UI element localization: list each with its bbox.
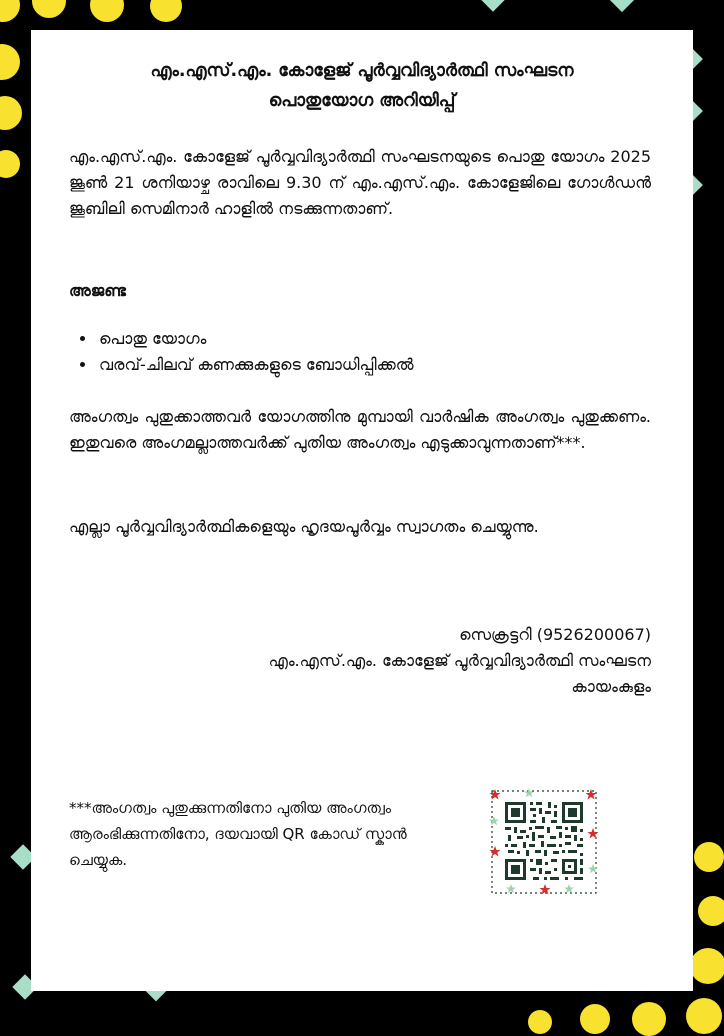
yellow-dot-decoration xyxy=(0,0,20,22)
yellow-dot-decoration xyxy=(580,1004,610,1034)
notice-card xyxy=(31,30,693,991)
yellow-dot-decoration xyxy=(690,948,724,984)
agenda-item: • പൊതു യോഗം xyxy=(97,326,414,352)
agenda-list xyxy=(69,326,414,378)
signature-place: കായംകുളം xyxy=(571,677,651,696)
signature-organization: എം.എസ്.എം. കോളേജ് പൂർവ്വവിദ്യാർത്ഥി സംഘടന xyxy=(268,651,651,670)
title-line-1: എം.എസ്.എം. കോളേജ് പൂർവ്വവിദ്യാർത്ഥി സംഘടന xyxy=(150,61,574,81)
intro-paragraph: എം.എസ്.എം. കോളേജ് പൂർവ്വവിദ്യാർത്ഥി സംഘടനയുടെ പൊതു യോഗം 2025 ജൂൺ 21 ശനിയാഴ്ച രാവിലെ 9.30 ന് എം.എസ്.എം. കോളേജിലെ ഗോൾഡൻ ജൂബിലി സെമിനാർ ഹാളിൽ നടക്കുന്നതാണ്. xyxy=(69,147,651,218)
yellow-dot-decoration xyxy=(0,150,20,178)
yellow-dot-decoration xyxy=(632,1002,666,1036)
qr-code-image xyxy=(489,788,599,896)
yellow-dot-decoration xyxy=(0,96,22,130)
mint-diamond-decoration xyxy=(608,0,636,12)
title-line-2: പൊതുയോഗ അറിയിപ്പ് xyxy=(268,91,456,111)
yellow-dot-decoration xyxy=(698,896,724,926)
yellow-dot-decoration xyxy=(0,44,20,80)
membership-paragraph: അംഗത്വം പുതുക്കാത്തവർ യോഗത്തിനു മുമ്പായി വാർഷിക അംഗത്വം പുതുക്കണം. ഇതുവരെ അംഗമല്ലാത്തവർക്ക് പുതിയ അംഗത്വം എടുക്കാവുന്നതാണ്***. xyxy=(69,407,651,452)
signature-secretary: സെക്രട്ടറി (9526200067) xyxy=(459,625,651,644)
mint-diamond-decoration xyxy=(480,0,505,12)
yellow-dot-decoration xyxy=(90,0,124,22)
welcome-paragraph: എല്ലാ പൂർവ്വവിദ്യാർത്ഥികളെയും ഹൃദയപൂർവ്വം സ്വാഗതം ചെയ്യുന്നു. xyxy=(69,517,539,536)
agenda-heading: അജണ്ട xyxy=(69,281,126,300)
yellow-dot-decoration xyxy=(686,998,722,1034)
yellow-dot-decoration xyxy=(32,0,66,18)
yellow-dot-decoration xyxy=(528,1010,552,1034)
agenda-item: • വരവ്-ചിലവ് കണക്കുകളുടെ ബോധിപ്പിക്കൽ xyxy=(97,352,414,378)
qr-footnote: ***അംഗത്വം പുതുക്കുന്നതിനോ പുതിയ അംഗത്വം ആരംഭിക്കുന്നതിനോ, ദയവായി QR കോഡ് സ്കാൻ ചെയ്യുക. xyxy=(69,799,407,869)
yellow-dot-decoration xyxy=(150,0,182,22)
yellow-dot-decoration xyxy=(694,842,724,872)
notice-title xyxy=(31,56,693,116)
qr-code[interactable] xyxy=(489,788,599,896)
signature-block xyxy=(269,622,651,700)
